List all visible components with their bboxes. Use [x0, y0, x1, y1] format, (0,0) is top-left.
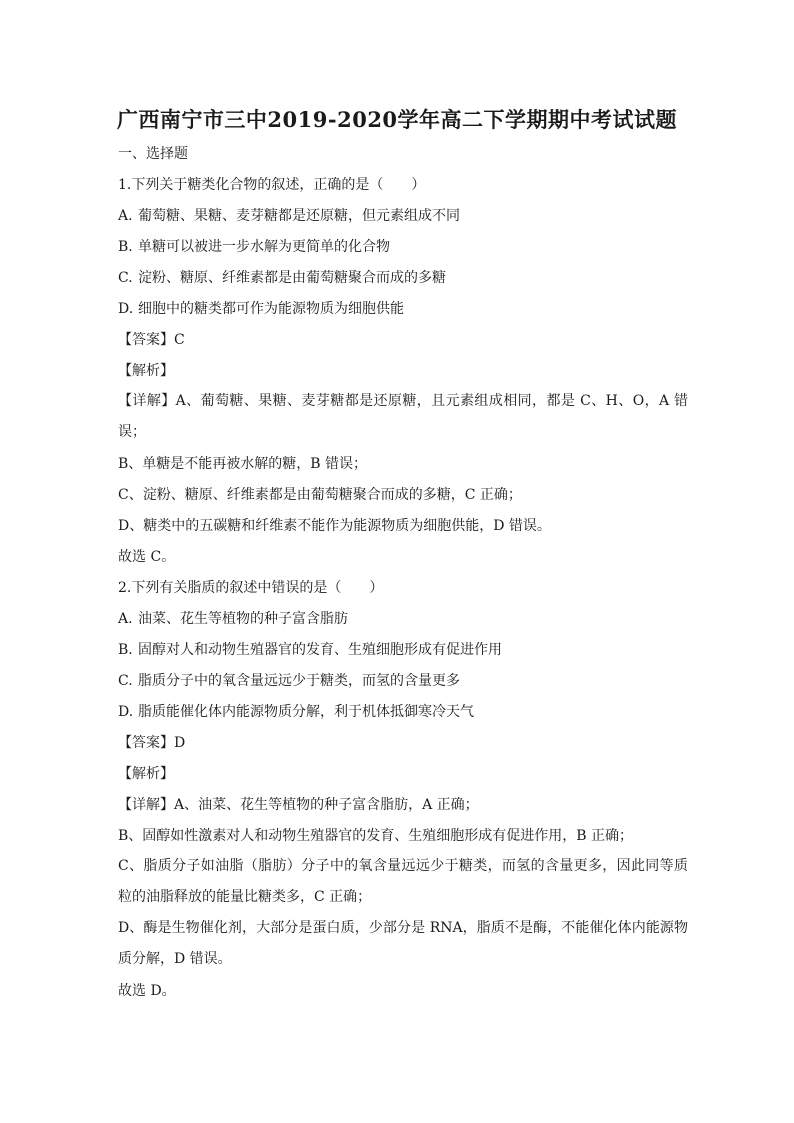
question-stem: 1.下列关于糖类化合物的叙述，正确的是（ ） — [118, 177, 426, 193]
detail-line: B、单糖是不能再被水解的糖，B 错误； — [118, 456, 368, 472]
analysis-label: 【解析】 — [118, 766, 174, 782]
conclusion-line: 故选 D。 — [118, 983, 176, 999]
option-letter: C. — [118, 673, 133, 689]
answer-line: 【答案】C — [118, 332, 185, 348]
option-text: 淀粉、糖原、纤维素都是由葡萄糖聚合而成的多糖 — [138, 270, 446, 286]
detail-line: 【详解】A、油菜、花生等植物的种子富含脂肪，A 正确； — [118, 797, 479, 813]
detail-line: B、固醇如性激素对人和动物生殖器官的发育、生殖细胞形成有促进作用，B 正确； — [118, 828, 634, 844]
option-letter: A. — [118, 611, 133, 627]
document-body — [118, 144, 688, 1012]
option-c — [118, 268, 688, 299]
option-c — [118, 671, 688, 702]
option-b — [118, 640, 688, 671]
option-letter: D. — [118, 301, 134, 317]
question-2 — [118, 578, 688, 1012]
option-b — [118, 237, 688, 268]
detail-line: C、淀粉、糖原、纤维素都是由葡萄糖聚合而成的多糖，C 正确； — [118, 487, 522, 503]
question-stem: 2.下列有关脂质的叙述中错误的是（ ） — [118, 580, 384, 596]
option-letter: D. — [118, 704, 134, 720]
option-text: 油菜、花生等植物的种子富含脂肪 — [138, 611, 348, 627]
answer-line: 【答案】D — [118, 735, 186, 751]
detail-line: D、糖类中的五碳糖和纤维素不能作为能源物质为细胞供能，D 错误。 — [118, 518, 551, 534]
option-text: 固醇对人和动物生殖器官的发育、生殖细胞形成有促进作用 — [138, 642, 502, 658]
option-text: 脂质分子中的氧含量远远少于糖类，而氢的含量更多 — [138, 673, 460, 689]
option-letter: B. — [118, 239, 133, 255]
detail-line: D、酶是生物催化剂，大部分是蛋白质，少部分是 RNA，脂质不是酶，不能催化体内能源物质分解，D 错误。 — [118, 920, 688, 967]
detail-line: C、脂质分子如油脂（脂肪）分子中的氧含量远远少于糖类，而氢的含量更多，因此同等质粒的油脂释放的能量比糖类多，C 正确； — [118, 858, 688, 905]
option-d — [118, 299, 688, 330]
option-a — [118, 206, 688, 237]
option-text: 脂质能催化体内能源物质分解，利于机体抵御寒冷天气 — [138, 704, 474, 720]
detail-line: 【详解】A、葡萄糖、果糖、麦芽糖都是还原糖，且元素组成相同，都是 C、H、O，A 错误； — [118, 393, 688, 440]
section-heading: 一、选择题 — [118, 146, 188, 162]
option-letter: A. — [118, 208, 133, 224]
option-letter: B. — [118, 642, 133, 658]
analysis-label: 【解析】 — [118, 363, 174, 379]
conclusion-line: 故选 C。 — [118, 549, 176, 565]
option-text: 细胞中的糖类都可作为能源物质为细胞供能 — [138, 301, 404, 317]
option-a — [118, 609, 688, 640]
page-title: 广西南宁市三中2019-2020学年高二下学期期中考试试题 — [116, 107, 678, 132]
option-letter: C. — [118, 270, 133, 286]
option-text: 单糖可以被进一步水解为更简单的化合物 — [138, 239, 390, 255]
option-text: 葡萄糖、果糖、麦芽糖都是还原糖，但元素组成不同 — [138, 208, 460, 224]
question-1 — [118, 175, 688, 578]
option-d — [118, 702, 688, 733]
